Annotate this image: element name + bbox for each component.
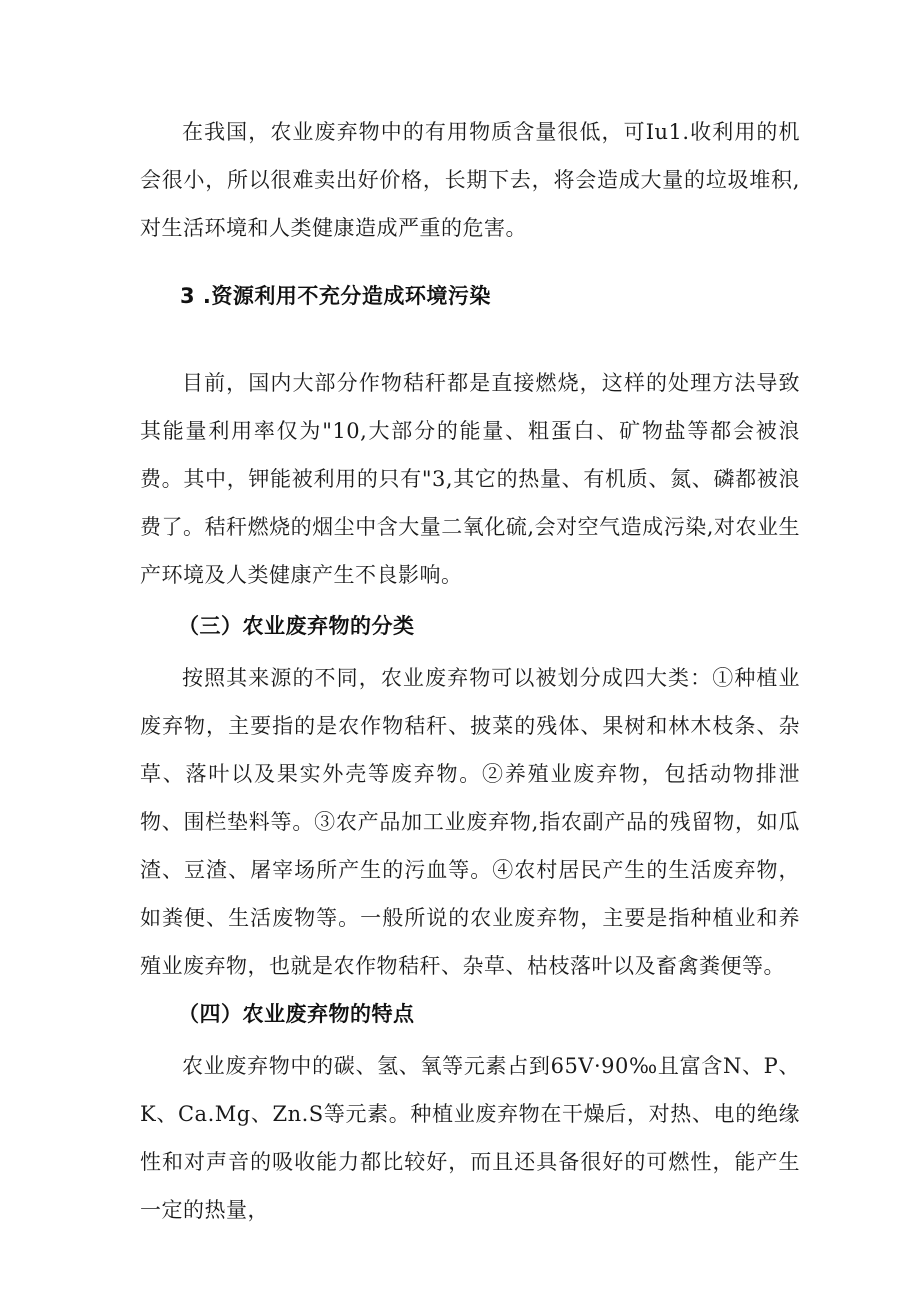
paragraph-straw-burning: 目前，国内大部分作物秸秆都是直接燃烧，这样的处理方法导致其能量利用率仅为"10,大部分的能量、粗蛋白、矿物盐等都会被浪费。其中，钾能被利用的只有"3,其它的热量、有机质、氮、磷都被浪费了。秸秆燃烧的烟尘中含大量二氧化硫,会对空气造成污染,对农业生产环境及人类健康产生不良影响。: [140, 371, 800, 587]
paragraph-waste-value: 在我国，农业废弃物中的有用物质含量很低，可Iu1.收利用的机会很小，所以很难卖出好价格，长期下去，将会造成大量的垃圾堆积,对生活环境和人类健康造成严重的危害。: [140, 120, 800, 240]
heading-characteristics: （四）农业废弃物的特点: [178, 1002, 415, 1026]
paragraph-characteristics: 农业废弃物中的碳、氢、氧等元素占到65V·90‰且富含N、P、K、Ca.Mg、Zn.S等元素。种植业废弃物在干燥后，对热、电的绝缘性和对声音的吸收能力都比较好，而且还具备很好的可燃性，能产生一定的热量，: [140, 1054, 800, 1222]
heading-classification: （三）农业废弃物的分类: [178, 614, 415, 638]
heading-resource-utilization: 3 .资源利用不充分造成环境污染: [180, 284, 491, 308]
paragraph-classification: 按照其来源的不同，农业废弃物可以被划分成四大类：①种植业废弃物，主要指的是农作物秸秆、披菜的残体、果树和林木枝条、杂草、落叶以及果实外壳等废弃物。②养殖业废弃物，包括动物排泄物、围栏垫料等。③农产品加工业废弃物,指农副产品的残留物，如瓜渣、豆渣、屠宰场所产生的污血等。④农村居民产生的生活废弃物，如粪便、生活废物等。一般所说的农业废弃物，主要是指种植业和养殖业废弃物，也就是农作物秸秆、杂草、枯枝落叶以及畜禽粪便等。: [140, 666, 800, 978]
